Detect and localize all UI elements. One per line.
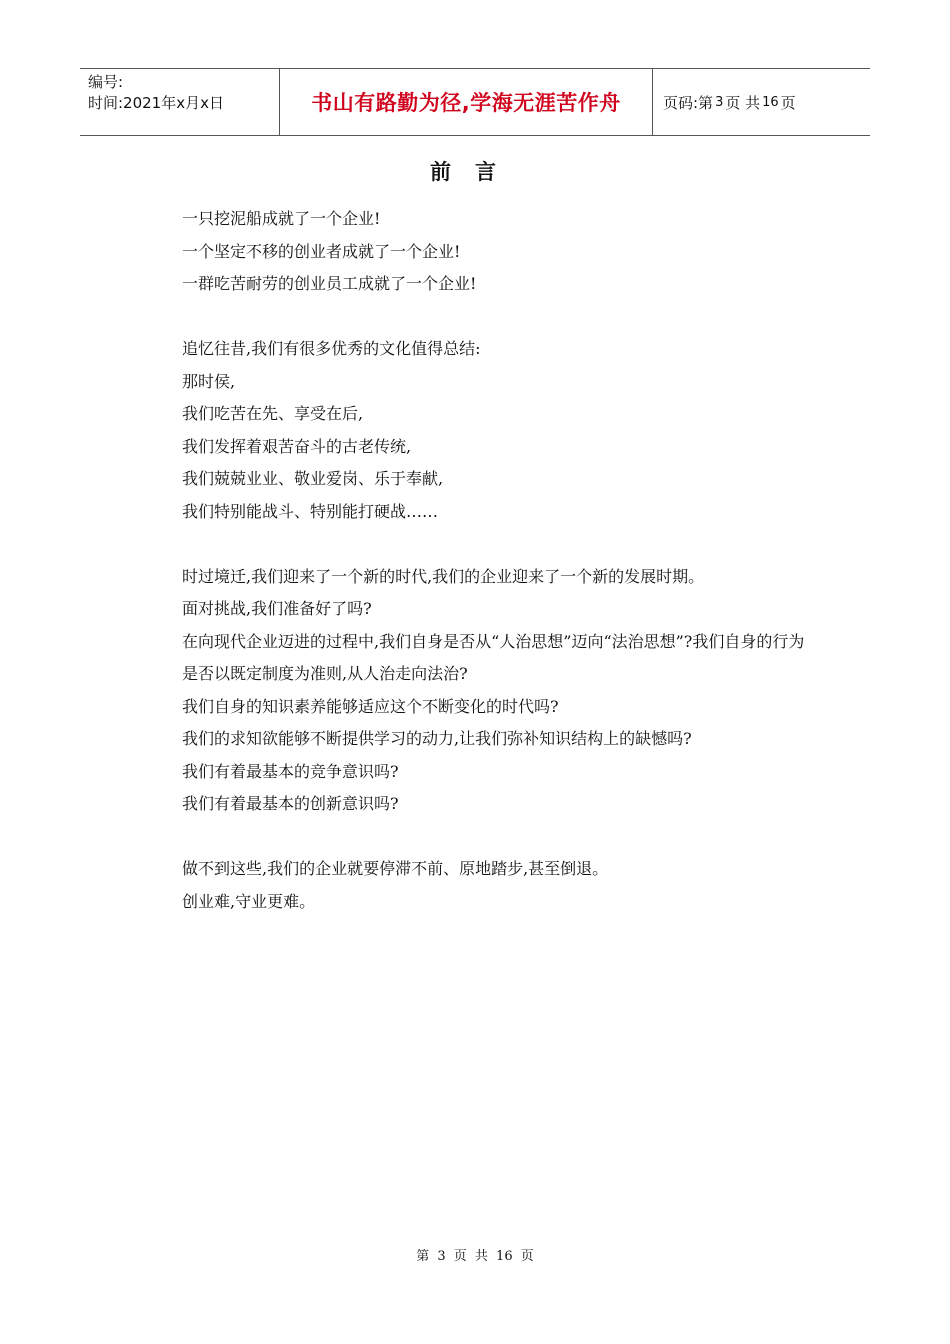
paragraph: 那时侯,: [182, 371, 236, 391]
page-current: 3: [715, 94, 724, 110]
paragraph: 我们特别能战斗、特别能打硬战……: [182, 501, 439, 521]
header-page-number: [653, 69, 870, 135]
paragraph: 创业难,守业更难。: [182, 891, 316, 911]
paragraph: 一只挖泥船成就了一个企业!: [182, 209, 381, 228]
paragraph: 面对挑战,我们准备好了吗?: [182, 599, 372, 618]
paragraph: 追忆往昔,我们有很多优秀的文化值得总结:: [182, 339, 481, 358]
page-title: 前言: [430, 160, 520, 184]
blank-line: [145, 301, 810, 334]
header-motto: 书山有路勤为径,学海无涯苦作舟: [280, 69, 653, 135]
page-total: 16: [762, 94, 779, 110]
paragraph: 时过境迁,我们迎来了一个新的时代,我们的企业迎来了一个新的发展时期。: [182, 566, 705, 586]
blank-line: [145, 821, 810, 854]
document-date: 时间:2021年x月x日: [88, 94, 224, 112]
page-mid: 页 共: [725, 93, 761, 112]
paragraph: 我们有着最基本的创新意识吗?: [182, 794, 399, 813]
paragraph: 我们兢兢业业、敬业爱岗、乐于奉献,: [182, 469, 444, 488]
paragraph: 做不到这些,我们的企业就要停滞不前、原地踏步,甚至倒退。: [182, 859, 609, 878]
blank-line: [145, 528, 810, 561]
document-code-label: 编号:: [88, 73, 124, 91]
page-prefix: 页码:第: [663, 93, 714, 112]
document-body: [145, 203, 810, 918]
paragraph: 我们自身的知识素养能够适应这个不断变化的时代吗?: [182, 696, 559, 716]
paragraph: 我们的求知欲能够不断提供学习的动力,让我们弥补知识结构上的缺憾吗?: [182, 729, 692, 748]
paragraph: 一群吃苦耐劳的创业员工成就了一个企业!: [182, 274, 477, 293]
paragraph: 我们吃苦在先、享受在后,: [182, 404, 364, 423]
paragraph: 我们有着最基本的竞争意识吗?: [182, 761, 399, 781]
header-meta: [80, 69, 280, 135]
page-footer: 第 3 页 共 16 页: [416, 1249, 534, 1264]
paragraph: 一个坚定不移的创业者成就了一个企业!: [182, 241, 461, 261]
paragraph: 我们发挥着艰苦奋斗的古老传统,: [182, 436, 412, 456]
paragraph: 在向现代企业迈进的过程中,我们自身是否从“人治思想”迈向“法治思想”?我们自身的行为是否以既定制度为准则,从人治走向法治?: [182, 631, 805, 683]
page-header: [80, 68, 870, 136]
page-suffix: 页: [780, 93, 796, 112]
